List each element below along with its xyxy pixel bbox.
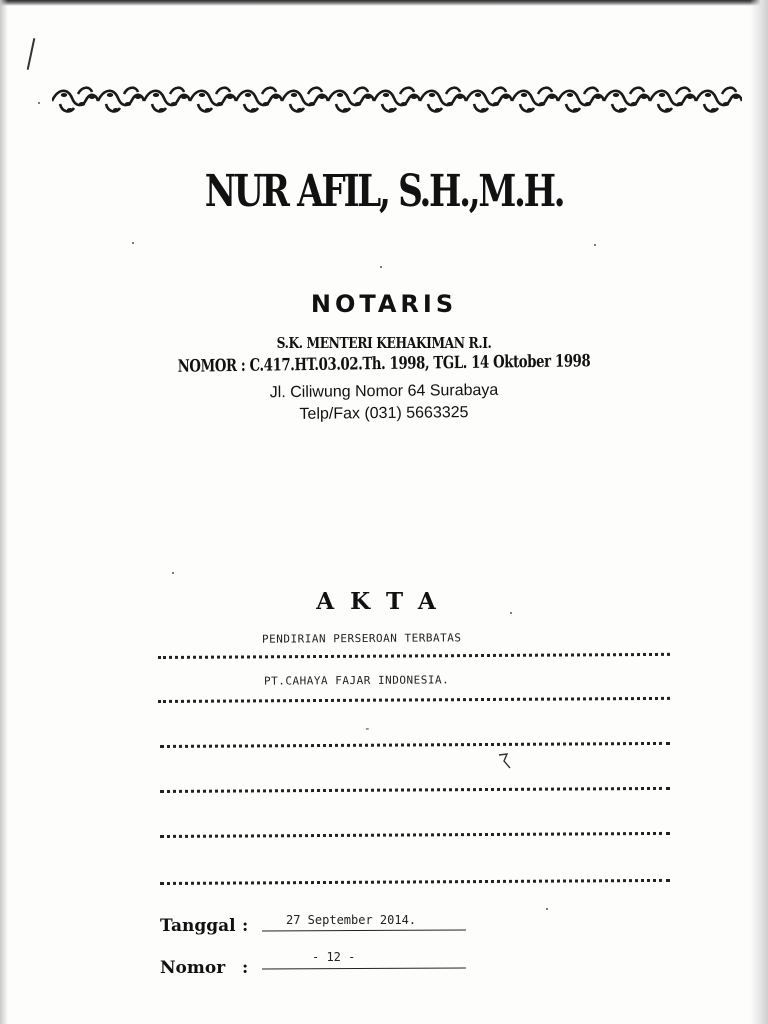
deed-line-3 bbox=[160, 742, 670, 748]
scan-speck bbox=[132, 242, 134, 244]
date-colon: : bbox=[242, 916, 249, 936]
floral-border-ornament-icon bbox=[52, 84, 742, 118]
notary-name: NUR AFIL, S.H.,M.H. bbox=[204, 166, 564, 217]
profession-title: NOTARIS bbox=[310, 290, 458, 318]
deed-line-2 bbox=[158, 697, 670, 703]
decree-number: NOMOR : C.417.HT.03.02.Th. 1998, TGL. 14 Oktober 1998 bbox=[177, 351, 591, 377]
number-value: - 12 - bbox=[312, 950, 356, 964]
deed-line-5 bbox=[160, 832, 670, 838]
deed-line-1 bbox=[158, 653, 670, 659]
office-address: Jl. Ciliwung Nomor 64 Surabaya bbox=[269, 381, 499, 402]
scan-speck bbox=[546, 908, 548, 910]
scan-edge-left bbox=[0, 0, 8, 1024]
date-value: 27 September 2014. bbox=[286, 913, 417, 927]
deed-line-4 bbox=[160, 787, 670, 793]
scan-edge-top bbox=[0, 0, 768, 6]
office-phone: Telp/Fax (031) 5663325 bbox=[299, 404, 469, 423]
deed-line-3-text: - bbox=[363, 721, 372, 736]
scan-edge-right bbox=[750, 0, 768, 1024]
date-underline bbox=[262, 929, 466, 931]
scan-speck bbox=[380, 266, 382, 268]
handwritten-tick-mark-icon bbox=[498, 752, 512, 770]
number-label: Nomor bbox=[160, 958, 226, 978]
scan-speck bbox=[510, 612, 512, 614]
scan-speck bbox=[594, 244, 596, 246]
deed-line-1-text: PENDIRIAN PERSEROAN TERBATAS bbox=[261, 631, 462, 646]
date-label: Tanggal bbox=[160, 916, 236, 936]
deed-line-2-text: PT.CAHAYA FAJAR INDONESIA. bbox=[263, 673, 450, 688]
number-colon: : bbox=[242, 958, 249, 978]
deed-title: AKTA bbox=[316, 588, 452, 615]
decree-text: S.K. MENTERI KEHAKIMAN R.I. bbox=[276, 334, 492, 352]
scan-speck bbox=[172, 572, 174, 574]
pen-stroke-mark-icon bbox=[27, 38, 36, 70]
deed-line-6 bbox=[160, 879, 670, 885]
scan-speck bbox=[38, 102, 40, 104]
number-underline bbox=[262, 967, 466, 969]
